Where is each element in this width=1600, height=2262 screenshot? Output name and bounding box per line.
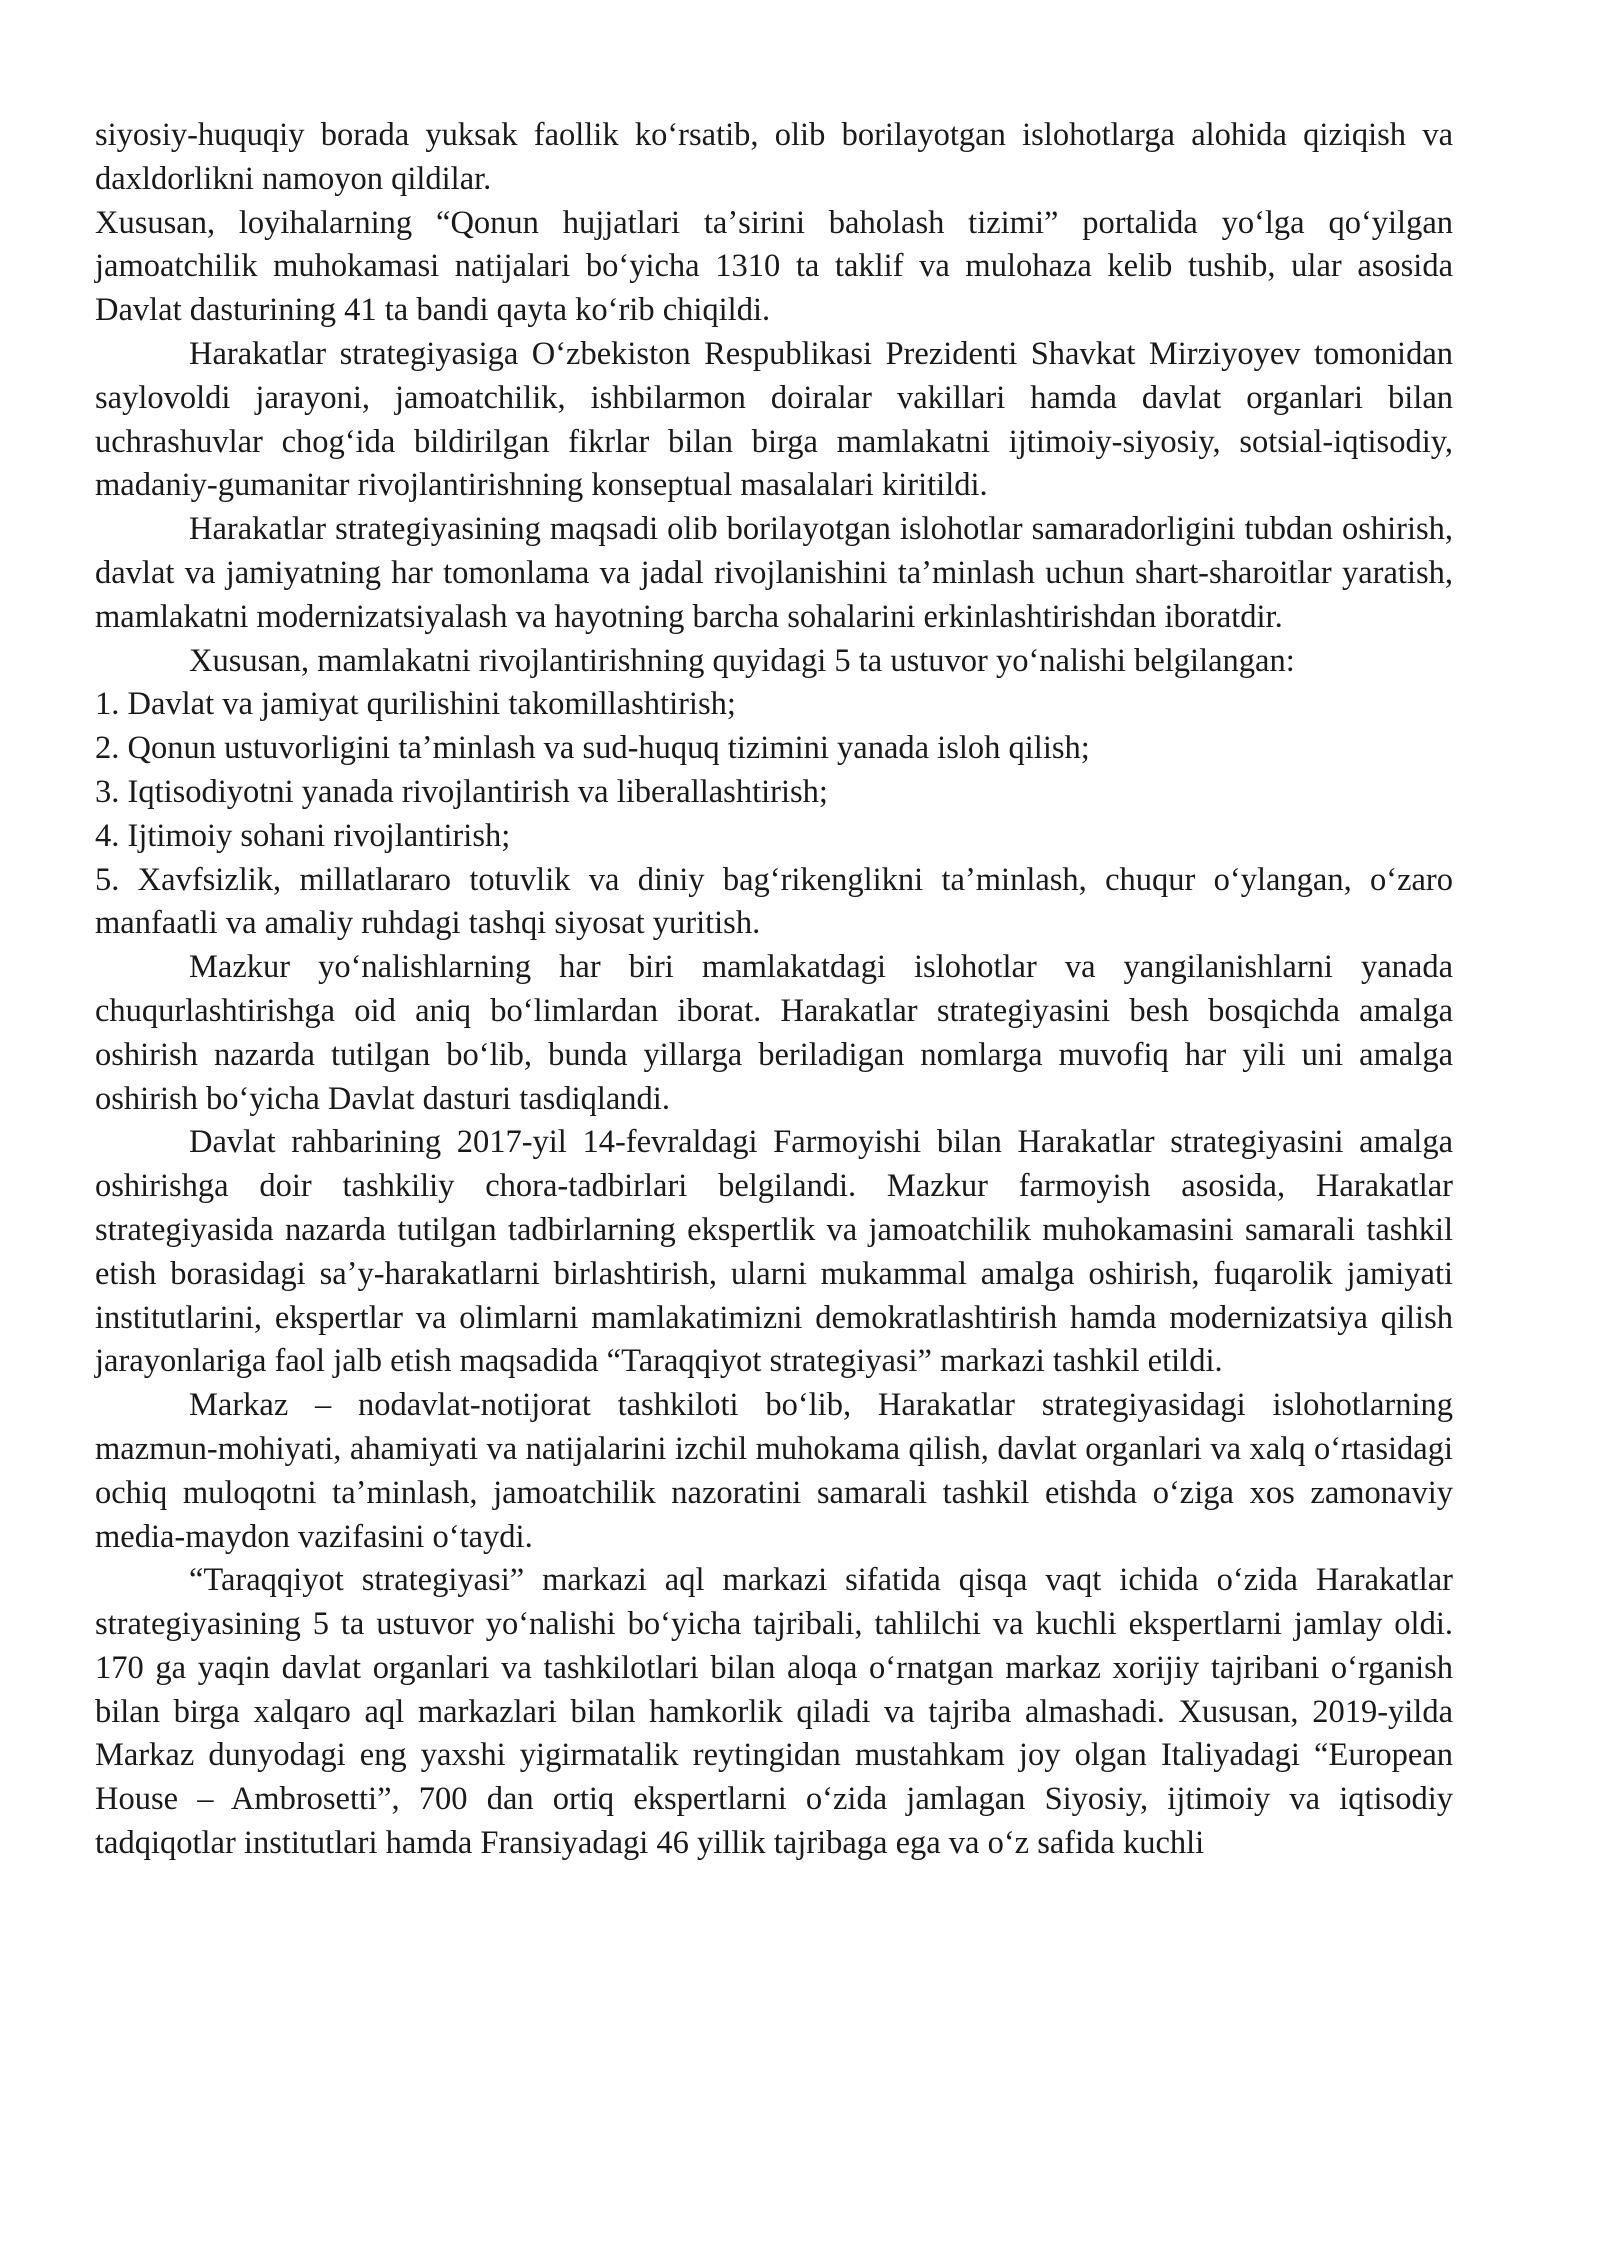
list-item: 3. Iqtisodiyotni yanada rivojlantirish va liberallashtirish;: [95, 773, 828, 810]
list-item: 1. Davlat va jamiyat qurilishini takomillashtirish;: [95, 686, 736, 723]
paragraph-strategy-goal: Harakatlar strategiyasining maqsadi olib borilayotgan islohotlar samaradorligini tubdan oshirish, davlat va jamiyatning har tomonlama va jadal rivojlanishini taʼminlash uchun shart-sharoitlar yaratish, mamlakatni modernizatsiyalash va hayotning barcha sohalarini erkinlashtirishdan iboratdir.: [95, 511, 1453, 635]
paragraph-priority-intro: Xususan, mamlakatni rivojlantirishning quyidagi 5 ta ustuvor yoʻnalishi belgilangan:: [189, 642, 1295, 679]
paragraph-strategy-origin: Harakatlar strategiyasiga Oʻzbekiston Respublikasi Prezidenti Shavkat Mirziyoyev tomonidan saylovoldi jarayoni, jamoatchilik, ishbilarmon doiralar vakillari hamda davlat organlari bilan uchrashuvlar chogʻida bildirilgan fikrlar bilan birga mamlakatni ijtimoiy-siyosiy, sotsial-iqtisodiy, madaniy-gumanitar rivojlantirishning konseptual masalalari kiritildi.: [95, 335, 1453, 504]
priority-list: [95, 683, 1453, 946]
paragraph-think-tank: “Taraqqiyot strategiyasi” markazi aql markazi sifatida qisqa vaqt ichida oʻzida Harakatlar strategiyasining 5 ta ustuvor yoʻnalishi boʻyicha tajribali, tahlilchi va kuchli ekspertlarni jamlay oldi. 170 ga yaqin davlat organlari va tashkilotlari bilan aloqa oʻrnatgan markaz xorijiy tajribani oʻrganish bilan birga xalqaro aql markazlari bilan hamkorlik qiladi va tajriba almashadi. Xususan, 2019-yilda Markaz dunyodagi eng yaxshi yigirmatalik reytingidan mustahkam joy olgan Italiyadagi “European House – Ambrosetti”, 700 dan ortiq ekspertlarni oʻzida jamlagan Siyosiy, ijtimoiy va iqtisodiy tadqiqotlar institutlari hamda Fransiyadagi 46 yillik tajribaga ega va oʻz safida kuchli: [95, 1562, 1453, 1862]
paragraph-continuation: siyosiy-huquqiy borada yuksak faollik koʻrsatib, olib borilayotgan islohotlarga alohida qiziqish va daxldorlikni namoyon qildilar.: [95, 117, 1453, 197]
list-item: 2. Qonun ustuvorligini taʼminlash va sud-huquq tizimini yanada isloh qilish;: [95, 730, 1090, 767]
document-page: [95, 114, 1453, 1866]
paragraph-decree: Davlat rahbarining 2017-yil 14-fevraldagi Farmoyishi bilan Harakatlar strategiyasini amalga oshirishga doir tashkiliy chora-tadbirlari belgilandi. Mazkur farmoyish asosida, Harakatlar strategiyasida nazarda tutilgan tadbirlarning ekspertlik va jamoatchilik muhokamasini samarali tashkil etish borasidagi saʼy-harakatlarni birlashtirish, ularni mukammal amalga oshirish, fuqarolik jamiyati institutlarini, ekspertlar va olimlarni mamlakatimizni demokratlashtirish hamda modernizatsiya qilish jarayonlariga faol jalb etish maqsadida “Taraqqiyot strategiyasi” markazi tashkil etildi.: [95, 1124, 1453, 1380]
paragraph-center-role: Markaz – nodavlat-notijorat tashkiloti boʻlib, Harakatlar strategiyasidagi islohotlarning mazmun-mohiyati, ahamiyati va natijalarini izchil muhokama qilish, davlat organlari va xalq oʻrtasidagi ochiq muloqotni taʼminlash, jamoatchilik nazoratini samarali tashkil etishda oʻziga xos zamonaviy media-maydon vazifasini oʻtaydi.: [95, 1387, 1453, 1555]
paragraph-public-discussion: Xususan, loyihalarning “Qonun hujjatlari taʼsirini baholash tizimi” portalida yoʻlga qoʻyilgan jamoatchilik muhokamasi natijalari boʻyicha 1310 ta taklif va mulohaza kelib tushib, ular asosida Davlat dasturining 41 ta bandi qayta koʻrib chiqildi.: [95, 204, 1453, 329]
paragraph-directions: Mazkur yoʻnalishlarning har biri mamlakatdagi islohotlar va yangilanishlarni yanada chuqurlashtirishga oid aniq boʻlimlardan iborat. Harakatlar strategiyasini besh bosqichda amalga oshirish nazarda tutilgan boʻlib, bunda yillarga beriladigan nomlarga muvofiq har yili uni amalga oshirish boʻyicha Davlat dasturi tasdiqlandi.: [95, 949, 1453, 1117]
list-item: 5. Xavfsizlik, millatlararo totuvlik va diniy bagʻrikenglikni taʼminlash, chuqur oʻylangan, oʻzaro manfaatli va amaliy ruhdagi tashqi siyosat yuritish.: [95, 861, 1453, 942]
list-item: 4. Ijtimoiy sohani rivojlantirish;: [95, 817, 511, 854]
